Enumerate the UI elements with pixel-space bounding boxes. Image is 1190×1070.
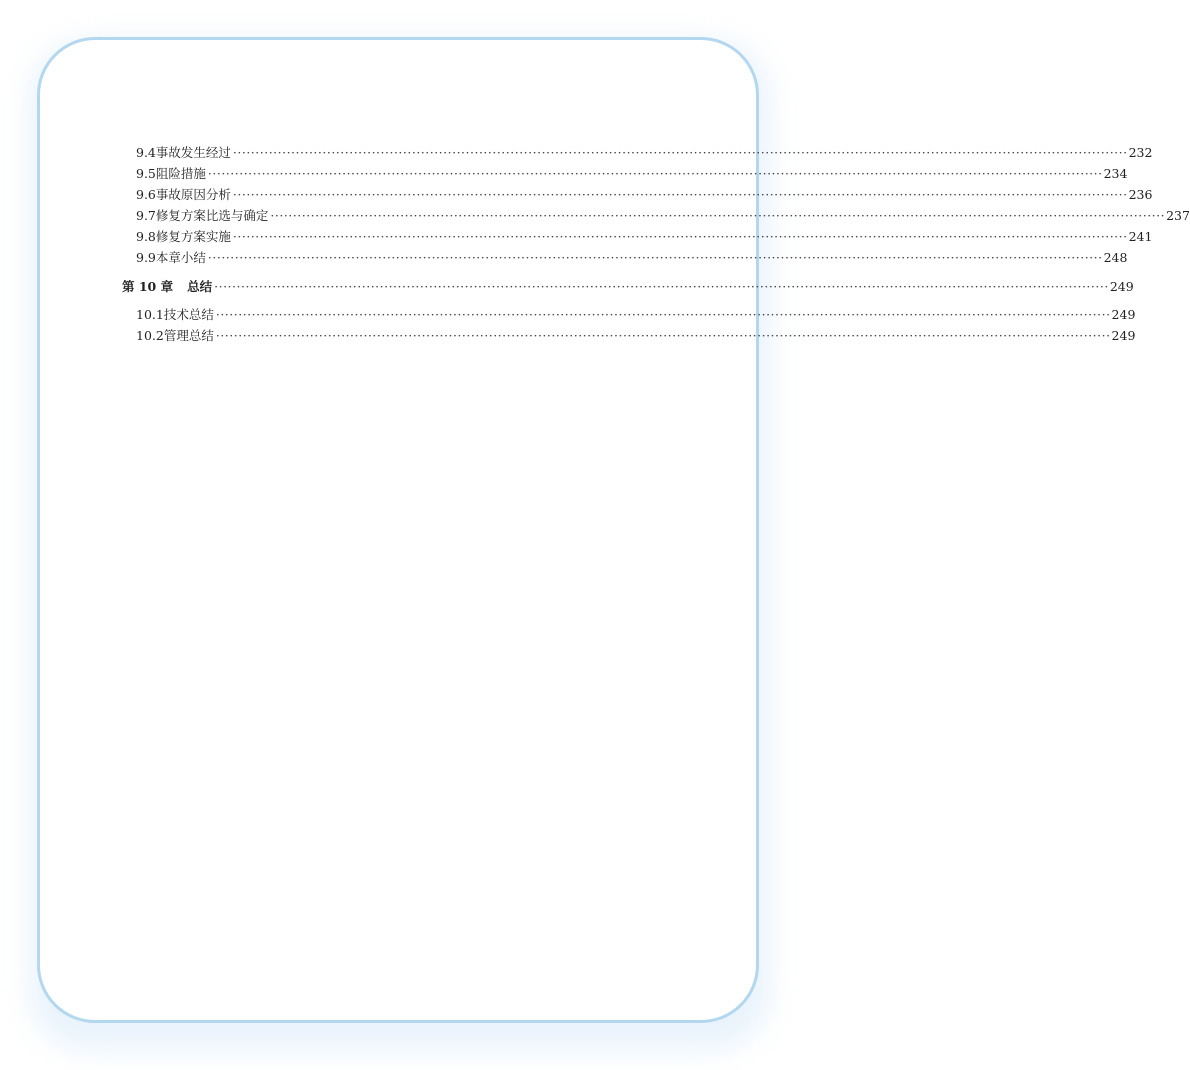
toc-entry-title: 技术总结 [163, 307, 214, 322]
toc-chapter-page: 249 [1109, 279, 1134, 294]
toc-entry-page: 232 [1128, 145, 1153, 160]
toc-entry-9-6[interactable] [122, 185, 1153, 206]
toc-entry-9-8[interactable] [122, 227, 1153, 248]
dot-leader: ········································································································································································································ [215, 307, 1111, 322]
toc-entry-number: 9.4 [136, 145, 156, 160]
toc-chapter-10[interactable] [122, 277, 1134, 298]
table-of-contents [122, 143, 1190, 347]
toc-entry-number: 9.5 [136, 166, 156, 181]
toc-entry-title: 事故原因分析 [155, 187, 231, 202]
toc-entry-page: 237 [1166, 208, 1190, 223]
dot-leader: ········································································································································································································ [207, 250, 1103, 265]
toc-entry-title: 管理总结 [163, 328, 214, 343]
toc-entry-page: 249 [1111, 307, 1136, 322]
toc-entry-page: 248 [1103, 250, 1128, 265]
toc-entry-number: 9.6 [136, 187, 156, 202]
dot-leader: ········································································································································································································ [207, 166, 1103, 181]
dot-leader: ········································································································································································································ [232, 187, 1128, 202]
toc-entry-number: 10.1 [136, 307, 164, 322]
toc-entry-page: 249 [1111, 328, 1136, 343]
toc-entry-page: 236 [1128, 187, 1153, 202]
toc-chapter-title: 总结 [187, 279, 213, 294]
toc-entry-9-4[interactable] [122, 143, 1153, 164]
toc-entry-9-7[interactable] [122, 206, 1190, 227]
toc-entry-10-2[interactable] [122, 326, 1136, 347]
toc-entry-number: 9.8 [136, 229, 156, 244]
dot-leader: ········································································································································································································ [214, 279, 1109, 294]
toc-entry-number: 9.9 [136, 250, 156, 265]
toc-entry-number: 10.2 [136, 328, 164, 343]
toc-entry-10-1[interactable] [122, 305, 1136, 326]
dot-leader: ········································································································································································································ [215, 328, 1111, 343]
dot-leader: ········································································································································································································ [232, 229, 1128, 244]
toc-entry-page: 234 [1103, 166, 1128, 181]
toc-entry-title: 事故发生经过 [155, 145, 231, 160]
toc-entry-title: 修复方案比选与确定 [155, 208, 269, 223]
dot-leader: ········································································································································································································ [270, 208, 1166, 223]
toc-entry-page: 241 [1128, 229, 1153, 244]
toc-entry-title: 本章小结 [155, 250, 206, 265]
toc-entry-number: 9.7 [136, 208, 156, 223]
toc-entry-title: 阻险措施 [155, 166, 206, 181]
dot-leader: ········································································································································································································ [232, 145, 1128, 160]
toc-entry-9-5[interactable] [122, 164, 1128, 185]
toc-entry-9-9[interactable] [122, 248, 1128, 269]
toc-entry-title: 修复方案实施 [155, 229, 231, 244]
toc-chapter-number: 第 10 章 [122, 279, 174, 294]
